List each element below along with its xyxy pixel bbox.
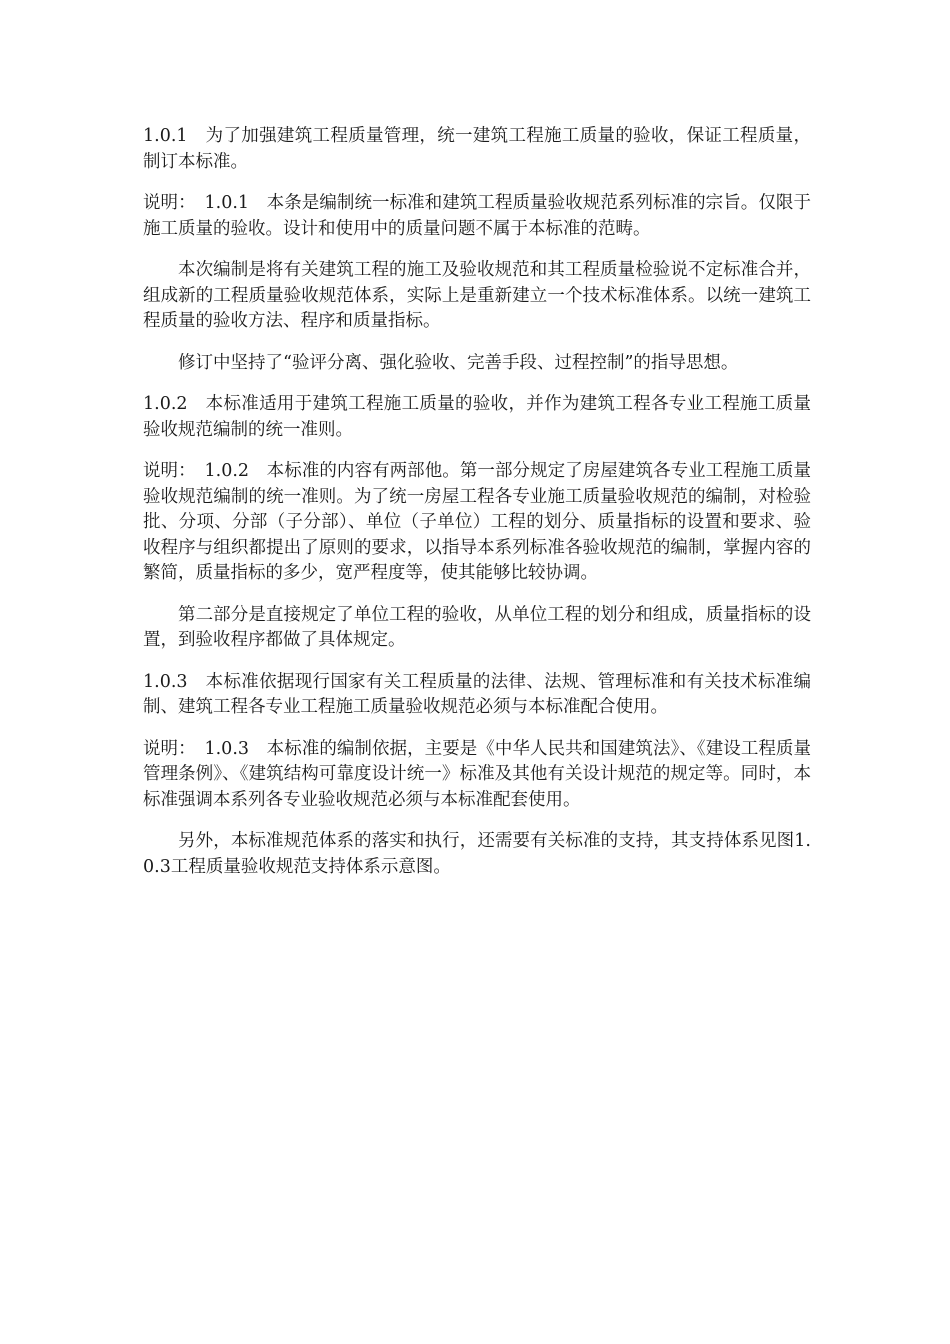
document-body — [143, 124, 811, 896]
clause-1-0-2: 1.0.2 本标准适用于建筑工程施工质量的验收，并作为建筑工程各专业工程施工质量验收规范编制的统一准则。 — [143, 394, 811, 440]
explanation-paragraph: 修订中坚持了“验评分离、强化验收、完善手段、过程控制”的指导思想。 — [178, 352, 739, 373]
explanation-1-0-3: 说明： 1.0.3 本标准的编制依据，主要是《中华人民共和国建筑法》、《建设工程质量管理条例》、《建筑结构可靠度设计统一》标准及其他有关设计规范的规定等。同时，本标准强调本系列各专业验收规范必须与本标准配套使用。 — [143, 738, 811, 810]
clause-1-0-3: 1.0.3 本标准依据现行国家有关工程质量的法律、法规、管理标准和有关技术标准编制、建筑工程各专业工程施工质量验收规范必须与本标准配合使用。 — [143, 671, 811, 717]
clause-1-0-1: 1.0.1 为了加强建筑工程质量管理，统一建筑工程施工质量的验收，保证工程质量，制订本标准。 — [143, 126, 811, 172]
explanation-1-0-1: 说明： 1.0.1 本条是编制统一标准和建筑工程质量验收规范系列标准的宗旨。仅限于施工质量的验收。设计和使用中的质量问题不属于本标准的范畴。 — [143, 193, 811, 239]
explanation-paragraph: 另外，本标准规范体系的落实和执行，还需要有关标准的支持，其支持体系见图1.0.3工程质量验收规范支持体系示意图。 — [143, 831, 811, 877]
explanation-paragraph: 第二部分是直接规定了单位工程的验收，从单位工程的划分和组成，质量指标的设置，到验收程序都做了具体规定。 — [143, 604, 811, 650]
explanation-1-0-2: 说明： 1.0.2 本标准的内容有两部他。第一部分规定了房屋建筑各专业工程施工质量验收规范编制的统一准则。为了统一房屋工程各专业施工质量验收规范的编制，对检验批、分项、分部（子分部）、单位（子单位）工程的划分、质量指标的设置和要求、验收程序与组织都提出了原则的要求，以指导本系列标准各验收规范的编制，掌握内容的繁简，质量指标的多少，宽严程度等，使其能够比较协调。 — [143, 461, 811, 583]
explanation-paragraph: 本次编制是将有关建筑工程的施工及验收规范和其工程质量检验说不定标准合并，组成新的工程质量验收规范体系，实际上是重新建立一个技术标准体系。以统一建筑工程质量的验收方法、程序和质量指标。 — [143, 260, 811, 331]
